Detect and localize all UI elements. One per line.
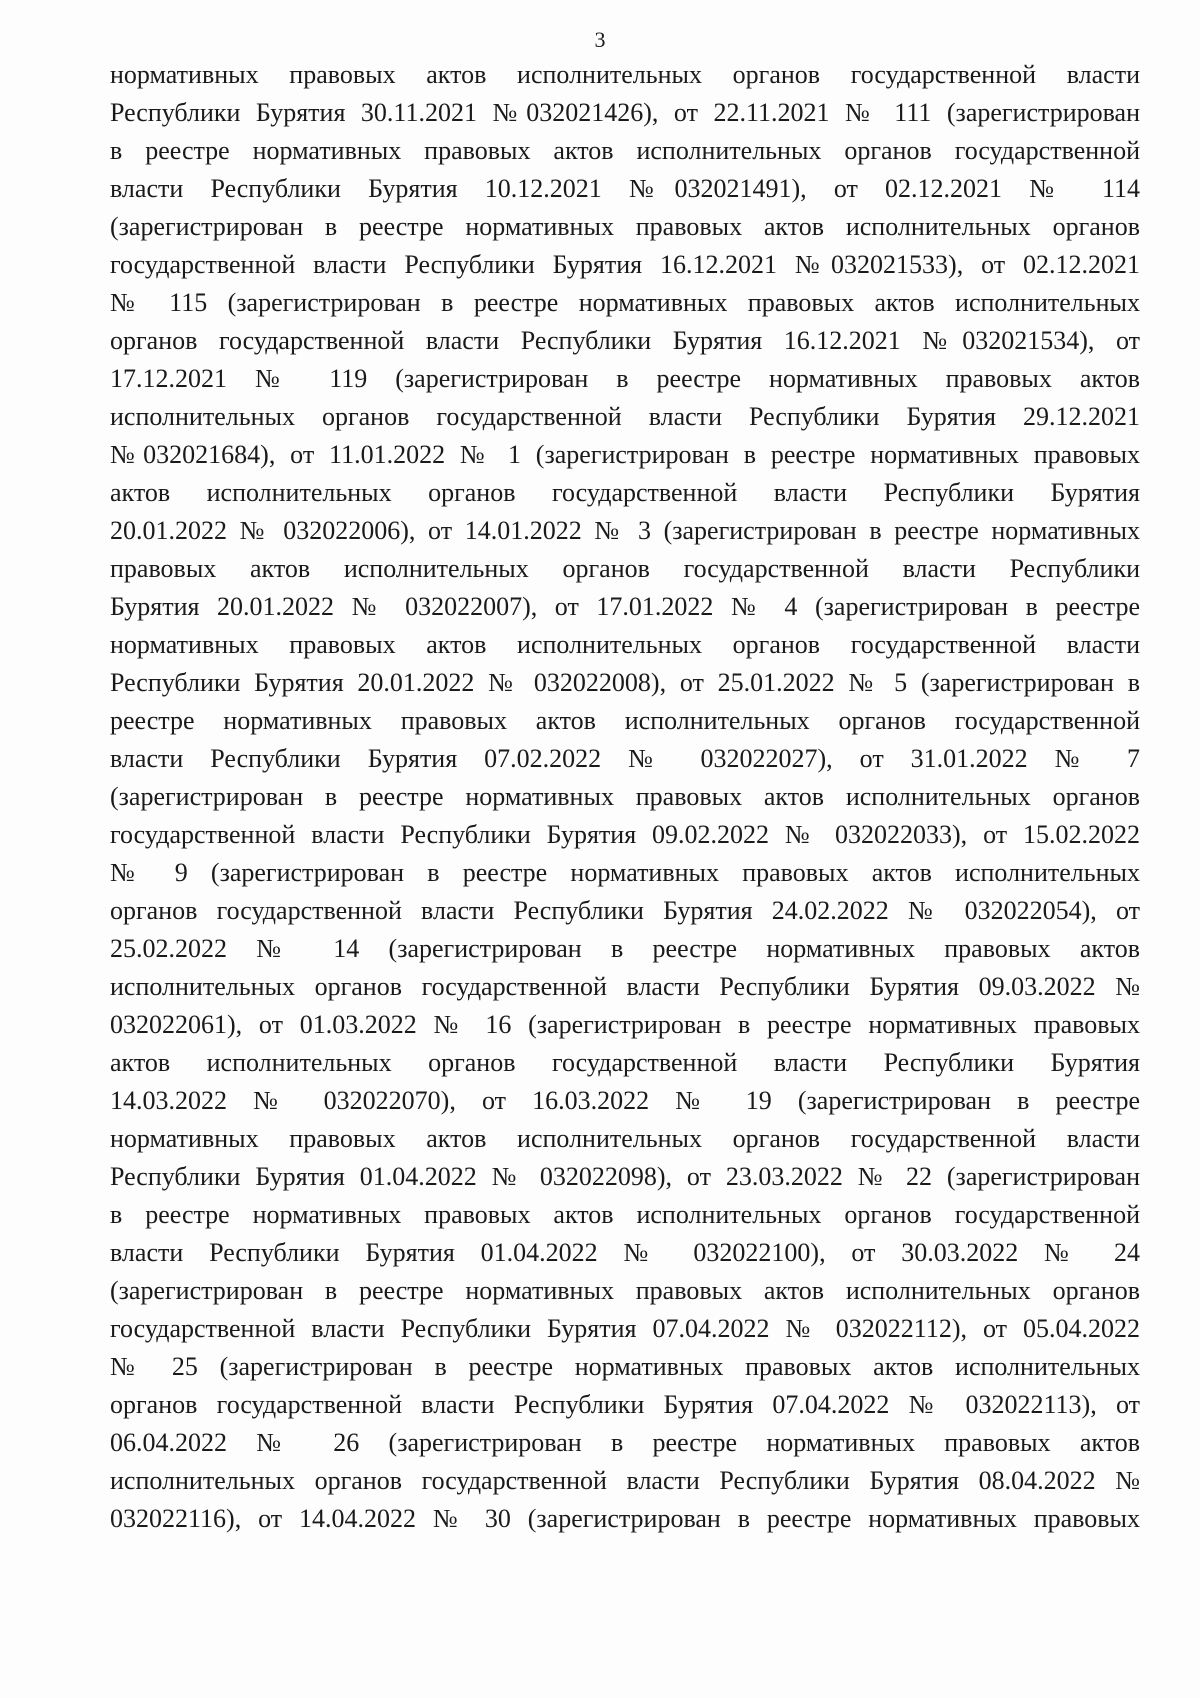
text-line: Республики Бурятия 30.11.2021 №032021426), от 22.11.2021 № 111 (зарегистрирован: [110, 98, 1140, 127]
text-line: № 25 (зарегистрирован в реестре нормативных правовых актов исполнительных: [110, 1352, 1140, 1381]
text-line: органов государственной власти Республики Бурятия 07.04.2022 № 032022113), от: [110, 1390, 1140, 1419]
text-line: власти Республики Бурятия 01.04.2022 № 032022100), от 30.03.2022 № 24: [110, 1238, 1140, 1267]
text-line: государственной власти Республики Бурятия 09.02.2022 № 032022033), от 15.02.2022: [110, 820, 1140, 849]
text-line: Республики Бурятия 01.04.2022 № 032022098), от 23.03.2022 № 22 (зарегистрирован: [110, 1162, 1140, 1191]
text-line: 14.03.2022 № 032022070), от 16.03.2022 № 19 (зарегистрирован в реестре: [110, 1086, 1140, 1115]
text-line: 06.04.2022 № 26 (зарегистрирован в реестре нормативных правовых актов: [110, 1428, 1140, 1457]
text-line: 17.12.2021 № 119 (зарегистрирован в реестре нормативных правовых актов: [110, 364, 1140, 393]
text-line: №032021684), от 11.01.2022 № 1 (зарегистрирован в реестре нормативных правовых: [110, 440, 1140, 469]
text-line: (зарегистрирован в реестре нормативных правовых актов исполнительных органов: [110, 782, 1140, 811]
body-text: [110, 56, 1140, 1538]
text-line: власти Республики Бурятия 07.02.2022 № 032022027), от 31.01.2022 № 7: [110, 744, 1140, 773]
text-line: 25.02.2022 № 14 (зарегистрирован в реестре нормативных правовых актов: [110, 934, 1140, 963]
text-line: актов исполнительных органов государственной власти Республики Бурятия: [110, 478, 1140, 507]
text-line: власти Республики Бурятия 10.12.2021 №032021491), от 02.12.2021 № 114: [110, 174, 1140, 203]
text-line: в реестре нормативных правовых актов исполнительных органов государственной: [110, 136, 1140, 165]
text-line: 032022061), от 01.03.2022 № 16 (зарегистрирован в реестре нормативных правовых: [110, 1010, 1140, 1039]
text-line: Бурятия 20.01.2022 № 032022007), от 17.01.2022 № 4 (зарегистрирован в реестре: [110, 592, 1140, 621]
text-line: (зарегистрирован в реестре нормативных правовых актов исполнительных органов: [110, 1276, 1140, 1305]
text-line: исполнительных органов государственной власти Республики Бурятия 29.12.2021: [110, 402, 1140, 431]
text-line: органов государственной власти Республики Бурятия 16.12.2021 №032021534), от: [110, 326, 1140, 355]
text-line: 20.01.2022 № 032022006), от 14.01.2022 № 3 (зарегистрирован в реестре нормативных: [110, 516, 1140, 545]
text-line: № 115 (зарегистрирован в реестре нормативных правовых актов исполнительных: [110, 288, 1140, 317]
text-line: исполнительных органов государственной власти Республики Бурятия 09.03.2022 №: [110, 972, 1140, 1001]
text-line: № 9 (зарегистрирован в реестре нормативных правовых актов исполнительных: [110, 858, 1140, 887]
text-line: государственной власти Республики Бурятия 07.04.2022 № 032022112), от 05.04.2022: [110, 1314, 1140, 1343]
text-line: реестре нормативных правовых актов исполнительных органов государственной: [110, 706, 1140, 735]
text-line: актов исполнительных органов государственной власти Республики Бурятия: [110, 1048, 1140, 1077]
text-line: нормативных правовых актов исполнительных органов государственной власти: [110, 60, 1140, 89]
text-line: органов государственной власти Республики Бурятия 24.02.2022 № 032022054), от: [110, 896, 1140, 925]
text-line: в реестре нормативных правовых актов исполнительных органов государственной: [110, 1200, 1140, 1229]
text-line: нормативных правовых актов исполнительных органов государственной власти: [110, 1124, 1140, 1153]
text-line: (зарегистрирован в реестре нормативных правовых актов исполнительных органов: [110, 212, 1140, 241]
text-line: исполнительных органов государственной власти Республики Бурятия 08.04.2022 №: [110, 1466, 1140, 1495]
page-number: 3: [594, 27, 606, 52]
text-line: государственной власти Республики Бурятия 16.12.2021 №032021533), от 02.12.2021: [110, 250, 1140, 279]
text-line: нормативных правовых актов исполнительных органов государственной власти: [110, 630, 1140, 659]
text-line: Республики Бурятия 20.01.2022 № 032022008), от 25.01.2022 № 5 (зарегистрирован в: [110, 668, 1140, 697]
text-line: правовых актов исполнительных органов государственной власти Республики: [110, 554, 1140, 583]
text-line: 032022116), от 14.04.2022 № 30 (зарегистрирован в реестре нормативных правовых: [110, 1504, 1140, 1533]
